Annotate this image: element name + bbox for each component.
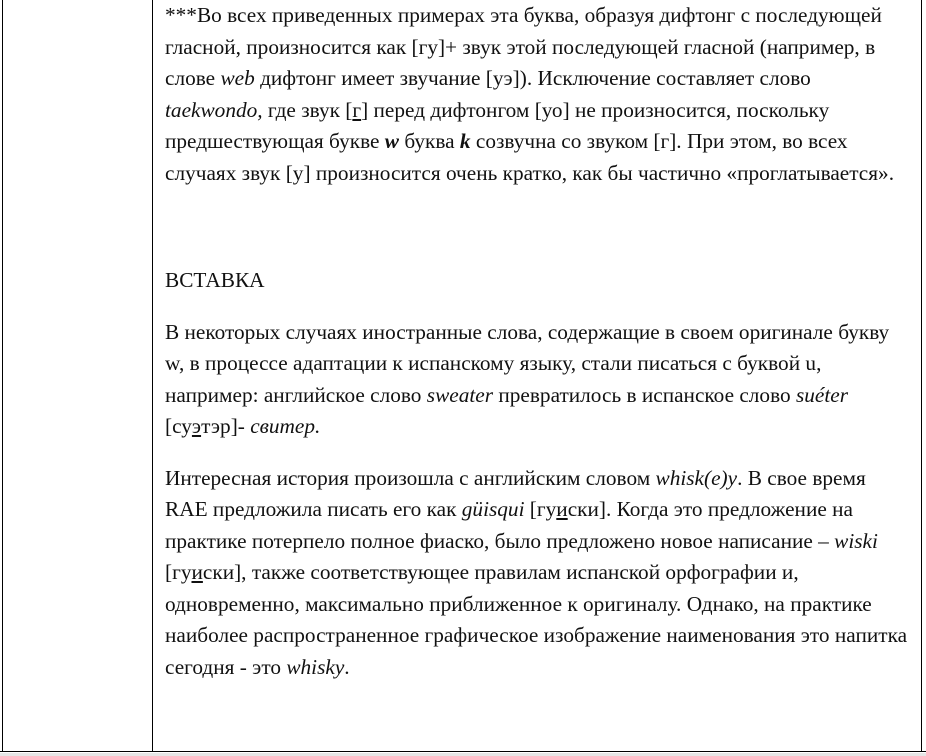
text-run: созвучна со звуком [г]. При этом, во всех случаях звук [у] произносится очень кратко, как бы частично «проглатывается». <box>165 129 895 185</box>
text-run: тэр]- <box>201 414 251 438</box>
italic-word: свитер. <box>250 414 321 438</box>
text-run: ски], также соответствующее правилам испанской орфографии и, одновременно, максимально приближенное к оригиналу. Однако, на практике наиболее распространенное графическое изображение наименования это напитка сегодня - это <box>165 560 908 679</box>
table-cell-content <box>165 0 913 683</box>
bold-italic-letter: w <box>384 129 399 153</box>
text-run: . В свое время RAE предложила писать его как <box>165 465 866 521</box>
insert-paragraph-2 <box>165 463 913 684</box>
bold-italic-letter: k <box>459 129 471 153</box>
text-run: ***Во всех приведенных примерах эта буква, образуя дифтонг с последующей гласной, произносится как [гу]+ звук этой последующей гласной (например, в слове <box>165 3 882 90</box>
text-run: дифтонг имеет звучание [уэ]). Исключение составляет слово <box>254 66 811 90</box>
italic-word: web <box>220 66 255 90</box>
underlined-letter: и <box>191 560 203 584</box>
text-run: . <box>344 654 350 679</box>
text-run: превратилось в испанское слово <box>493 382 796 407</box>
underlined-letter: г <box>352 97 362 122</box>
section-heading: ВСТАВКА <box>165 268 265 292</box>
footnote-paragraph <box>165 0 913 189</box>
underlined-letter: и <box>556 497 568 521</box>
italic-word: taekwondo, <box>165 97 263 122</box>
italic-word: güisqui <box>461 497 525 521</box>
text-run: ] перед дифтонгом [уо] не произносится, поскольку предшествующая букве <box>165 97 830 153</box>
text-run: где звук [ <box>262 97 353 122</box>
italic-word: whisk(e)y <box>655 465 738 490</box>
italic-word: wiski <box>834 528 878 553</box>
underlined-letter: э <box>191 414 202 438</box>
italic-word: suéter <box>795 382 849 407</box>
italic-word: whisky <box>286 654 345 679</box>
italic-word: sweater <box>426 382 494 407</box>
text-run: В некоторых случаях иностранные слова, содержащие в своем оригинале букву w, в процессе адаптации к испанскому языку, стали писаться с буквой u, например: английское слово <box>165 319 890 407</box>
text-run: буква <box>399 129 460 153</box>
text-run: [гу <box>524 497 557 521</box>
text-run: ски]. Когда это предложение на практике потерпело полное фиаско, было предложено новое написание – <box>165 497 853 553</box>
insert-paragraph-1 <box>165 317 913 443</box>
table-column-divider <box>152 0 153 752</box>
table-border-bottom <box>0 751 926 752</box>
table-border-right <box>921 0 922 752</box>
text-run: [гу <box>165 560 192 584</box>
text-run: [су <box>165 414 192 438</box>
table-border-left <box>2 0 3 752</box>
text-run: Интересная история произошла с английским словом <box>165 465 656 490</box>
